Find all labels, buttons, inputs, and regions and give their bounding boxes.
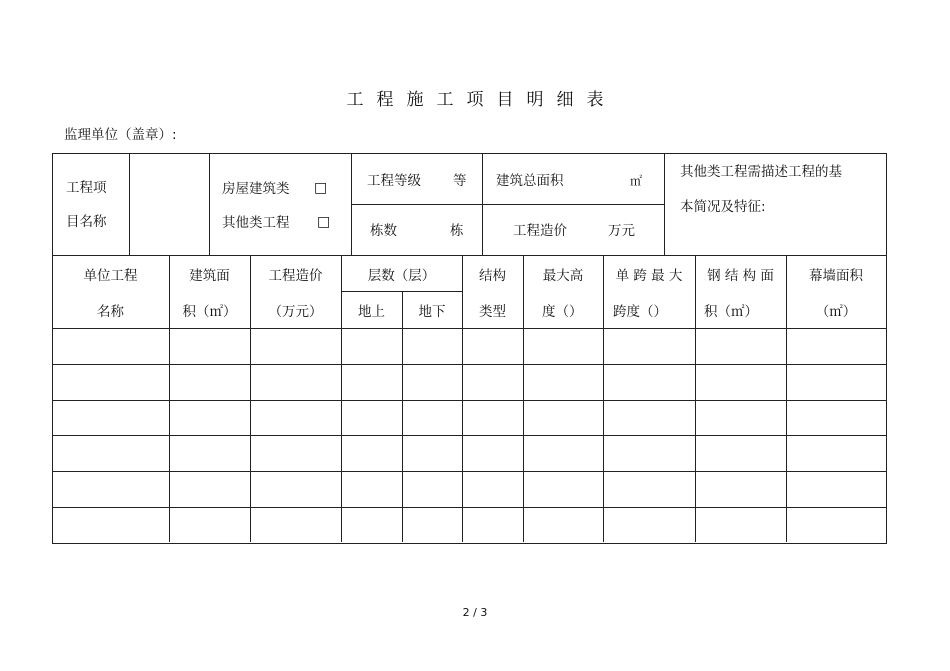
col-building-area-line2: 积（㎡） [182, 304, 237, 320]
table-row[interactable] [53, 508, 885, 542]
divider [664, 153, 665, 255]
col-structure-type-line2: 类型 [479, 304, 506, 320]
house-building-checkbox[interactable]: □ [314, 180, 328, 196]
grade-unit: 等 [453, 173, 467, 189]
divider [341, 291, 462, 292]
col-max-span-line2: 跨度（） [613, 304, 667, 320]
col-unit-project-name: 单位工程 [83, 268, 138, 284]
supervision-unit-label: 监理单位（盖章）: [64, 127, 177, 143]
col-project-cost: 工程造价 [268, 268, 323, 284]
col-unit-project-name-line2: 名称 [97, 304, 124, 320]
total-area-unit: ㎡ [630, 174, 643, 188]
table-row[interactable] [53, 329, 885, 364]
col-steel-structure-area-line2: 积（㎡） [704, 304, 758, 320]
col-max-height: 最大高 [542, 268, 584, 284]
info-section-divider [52, 255, 887, 256]
table-row[interactable] [53, 365, 885, 400]
table-row[interactable] [53, 436, 885, 471]
col-structure-type: 结构 [479, 268, 506, 284]
building-count-label: 栋数 [370, 223, 397, 239]
table-row[interactable] [53, 472, 885, 507]
other-project-checkbox[interactable]: □ [317, 214, 331, 230]
page-title: 工程施工项目明细表 [346, 90, 617, 110]
house-building-label: 房屋建筑类 [222, 181, 290, 197]
grade-label: 工程等级 [367, 173, 421, 189]
col-floors-above: 地上 [358, 304, 385, 320]
project-name-label-line2: 目名称 [66, 214, 107, 230]
divider [209, 153, 210, 255]
other-description-label-line2: 本简况及特征: [680, 199, 766, 215]
project-name-label: 工程项 [66, 180, 107, 196]
col-floors-below: 地下 [418, 304, 446, 320]
col-building-area: 建筑面 [189, 268, 230, 284]
divider [351, 204, 664, 205]
page-number: 2 / 3 [462, 606, 488, 619]
col-curtain-wall-area: 幕墙面积 [809, 268, 863, 284]
building-count-unit: 栋 [450, 223, 464, 239]
cost-unit: 万元 [608, 223, 635, 239]
table-row[interactable] [53, 401, 885, 435]
divider [129, 153, 130, 255]
col-steel-structure-area: 钢 结 构 面 [707, 268, 774, 284]
col-curtain-wall-area-line2: （㎡） [815, 304, 857, 320]
project-name-value[interactable] [131, 155, 208, 253]
col-project-cost-line2: （万元） [268, 304, 323, 320]
cost-label: 工程造价 [513, 223, 567, 239]
col-max-span: 单 跨 最 大 [615, 268, 683, 284]
other-description-label: 其他类工程需描述工程的基 [680, 164, 842, 180]
total-area-label: 建筑总面积 [496, 173, 564, 189]
col-max-height-line2: 度（） [542, 304, 583, 320]
other-project-label: 其他类工程 [222, 215, 290, 231]
col-floors: 层数（层） [367, 268, 436, 284]
